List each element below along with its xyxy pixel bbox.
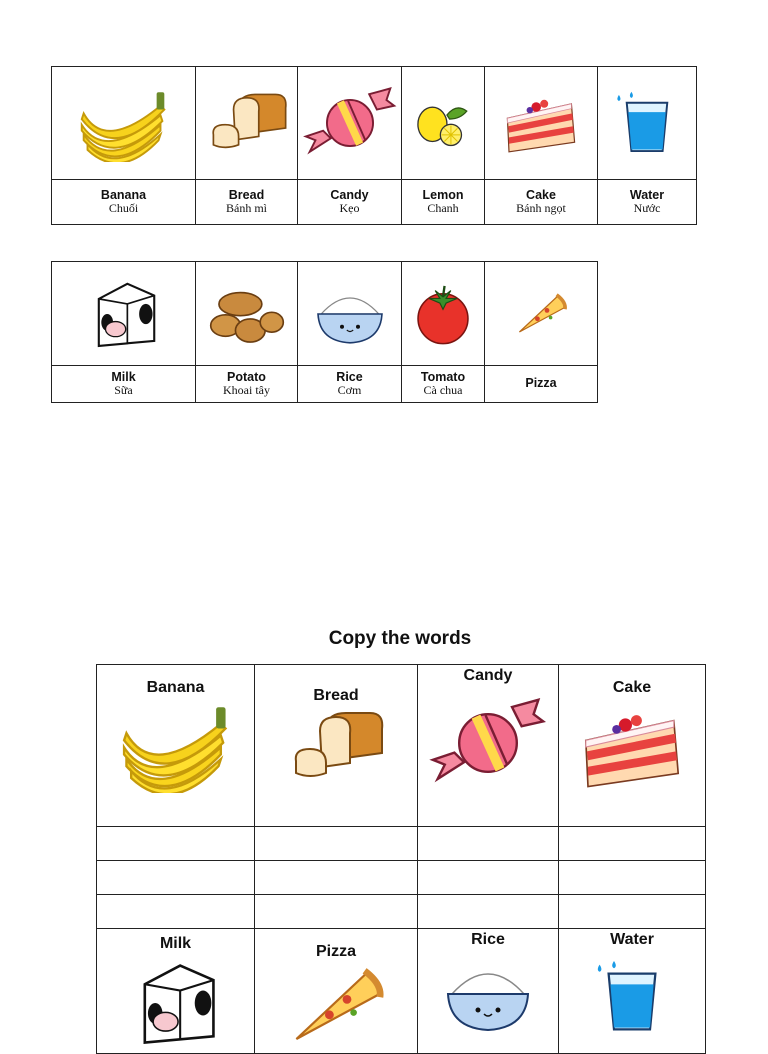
copy-card-bread bbox=[255, 665, 418, 827]
rice-bowl-icon bbox=[438, 949, 538, 1039]
copy-card-rice bbox=[418, 929, 559, 1054]
lemon-icon bbox=[410, 93, 476, 153]
english-word: Rice bbox=[336, 370, 363, 385]
vocab-label-cell bbox=[402, 366, 485, 403]
writing-line[interactable] bbox=[559, 895, 706, 929]
vocab-label-cell bbox=[298, 366, 402, 403]
rice-bowl-icon bbox=[310, 281, 390, 347]
english-word: Banana bbox=[100, 188, 147, 203]
copy-word-label: Rice bbox=[471, 931, 505, 948]
english-word: Water bbox=[629, 188, 665, 203]
cake-icon bbox=[577, 697, 687, 797]
vocab-label-cell bbox=[598, 180, 697, 225]
vietnamese-word: Sữa bbox=[114, 383, 133, 398]
writing-line[interactable] bbox=[255, 895, 418, 929]
vocab-label-cell bbox=[298, 180, 402, 225]
milk-picture-cell bbox=[52, 262, 196, 366]
vietnamese-word: Kẹo bbox=[339, 201, 360, 216]
writing-line[interactable] bbox=[255, 861, 418, 895]
copy-card-water bbox=[559, 929, 706, 1054]
rice-picture-cell bbox=[298, 262, 402, 366]
writing-line[interactable] bbox=[97, 861, 255, 895]
banana-picture-cell bbox=[52, 67, 196, 180]
potato-icon bbox=[201, 281, 293, 347]
copy-card-banana bbox=[97, 665, 255, 827]
bread-picture-cell bbox=[196, 67, 298, 180]
english-word: Candy bbox=[330, 188, 369, 203]
bread-icon bbox=[205, 88, 289, 158]
english-word: Tomato bbox=[420, 370, 466, 385]
writing-line[interactable] bbox=[97, 827, 255, 861]
copy-word-label: Pizza bbox=[315, 943, 356, 960]
english-word: Milk bbox=[111, 370, 136, 385]
banana-icon bbox=[117, 697, 235, 793]
vietnamese-word: Chuối bbox=[108, 201, 139, 216]
vocab-table-1 bbox=[51, 66, 697, 225]
banana-icon bbox=[76, 84, 172, 162]
writing-line[interactable] bbox=[418, 861, 559, 895]
copy-words-table bbox=[96, 664, 706, 1054]
english-word: Bread bbox=[228, 188, 265, 203]
english-word: Potato bbox=[227, 370, 266, 385]
vocab-label-cell bbox=[402, 180, 485, 225]
vocab-label-cell bbox=[196, 366, 298, 403]
english-word: Pizza bbox=[525, 376, 557, 391]
copy-card-milk bbox=[97, 929, 255, 1054]
vietnamese-word: Bánh mì bbox=[226, 201, 267, 216]
vietnamese-word: Nước bbox=[633, 201, 661, 216]
writing-line[interactable] bbox=[418, 827, 559, 861]
milk-carton-icon bbox=[124, 953, 228, 1053]
copy-section-title: Copy the words bbox=[328, 628, 472, 649]
copy-card-candy bbox=[418, 665, 559, 827]
tomato-icon bbox=[404, 271, 482, 357]
water-glass-icon bbox=[587, 949, 677, 1045]
vocab-table-2 bbox=[51, 261, 598, 403]
lemon-picture-cell bbox=[402, 67, 485, 180]
pizza-picture-cell bbox=[485, 262, 598, 366]
tomato-picture-cell bbox=[402, 262, 485, 366]
english-word: Lemon bbox=[422, 188, 464, 203]
copy-word-label: Milk bbox=[159, 935, 192, 952]
writing-line[interactable] bbox=[97, 895, 255, 929]
water-picture-cell bbox=[598, 67, 697, 180]
copy-word-label: Banana bbox=[146, 679, 205, 696]
copy-word-label: Candy bbox=[463, 667, 513, 684]
cake-picture-cell bbox=[485, 67, 598, 180]
water-glass-icon bbox=[608, 82, 686, 164]
writing-line[interactable] bbox=[559, 827, 706, 861]
copy-card-pizza bbox=[255, 929, 418, 1054]
writing-line[interactable] bbox=[418, 895, 559, 929]
pizza-icon bbox=[506, 290, 576, 338]
copy-word-label: Water bbox=[610, 931, 654, 948]
writing-line[interactable] bbox=[255, 827, 418, 861]
potato-picture-cell bbox=[196, 262, 298, 366]
copy-word-label: Cake bbox=[612, 679, 652, 696]
writing-line[interactable] bbox=[559, 861, 706, 895]
bread-icon bbox=[286, 705, 386, 789]
cake-icon bbox=[501, 90, 581, 156]
pizza-icon bbox=[281, 961, 391, 1051]
vietnamese-word: Khoai tây bbox=[223, 383, 270, 398]
vocab-label-cell bbox=[485, 366, 598, 403]
vocab-label-cell bbox=[52, 366, 196, 403]
candy-picture-cell bbox=[298, 67, 402, 180]
vietnamese-word: Bánh ngọt bbox=[516, 201, 566, 216]
english-word: Cake bbox=[526, 188, 556, 203]
copy-word-label: Bread bbox=[313, 687, 359, 704]
milk-carton-icon bbox=[82, 274, 166, 354]
vietnamese-word: Chanh bbox=[427, 201, 459, 216]
candy-icon bbox=[302, 80, 398, 166]
candy-icon bbox=[428, 685, 548, 801]
vietnamese-word: Cà chua bbox=[423, 383, 463, 398]
vocab-label-cell bbox=[196, 180, 298, 225]
vietnamese-word: Cơm bbox=[337, 383, 362, 398]
copy-card-cake bbox=[559, 665, 706, 827]
vocab-label-cell bbox=[485, 180, 598, 225]
vocab-label-cell bbox=[52, 180, 196, 225]
